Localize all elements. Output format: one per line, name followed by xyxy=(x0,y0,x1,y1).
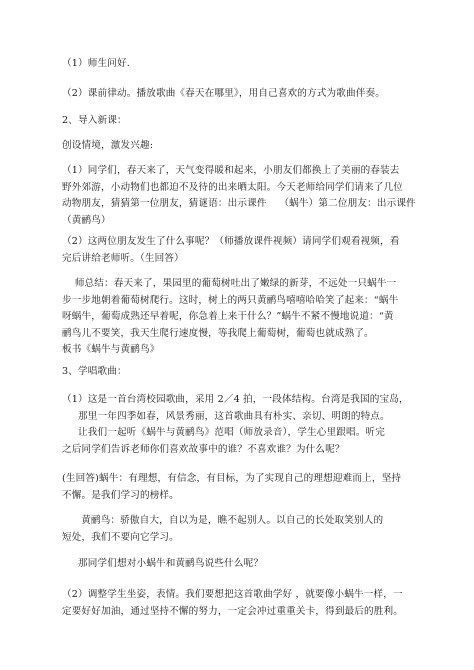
paragraph-warmup: （2）课前律动。播放歌曲《春天在哪里》，用自己喜欢的方式为歌曲伴奏。 xyxy=(62,88,385,99)
paragraph-video: （2）这两位朋友发生了什么事呢？（师播放课件视频）请同学们观看视频，看 完后讲给老师听。（生回答） xyxy=(62,236,400,264)
paragraph-riddle: （1）同学们，春天来了，天气变得暖和起来，小朋友们都换上了美丽的春装去 野外郊游，小动物们也都迫不及待的出来晒太阳。今天老师给同学们请来了几位 动物朋友，猜猜第一位朋友，猜谜语：出示课件 （蜗牛）第二位朋友：出示课件 （黄鹂鸟） xyxy=(62,165,416,226)
paragraph-song-intro: （1）这是一首台湾校园歌曲，采用 2／4 拍，一段体结构。台湾是我国的宝岛， 那里一年四季如春，风景秀丽，这首歌曲具有朴实、亲切、明朗的特点。 让我们一起听《蜗牛与黄鹂鸟》范唱（师放录音），学生心里跟唱。听完 之后同学们告诉老师你们喜欢故事中的谁？不喜欢谁？为什么呢？ xyxy=(62,394,409,455)
paragraph-question: 那同学们想对小蜗牛和黄鹂鸟说些什么呢？ xyxy=(62,558,264,569)
section-heading-intro: 2、导入新课： xyxy=(62,115,127,126)
paragraph-snail: (生回答)蜗牛：有理想，有信念，有目标，为了实现自己的理想迎难而上，坚持 不懈。是我们学习的榜样。 xyxy=(62,473,402,501)
paragraph-summary: 师总结：春天来了，果园里的葡萄树吐出了嫩绿的新芽，不远处一只蜗牛一 步一步地朝着葡萄树爬行。这时，树上的两只黄鹂鸟嘻嘻哈哈笑了起来：“蜗牛 呀蜗牛，葡萄成熟还早着呢，你急着上来干什么？”蜗牛不紧不慢地说道：“黄 鹂鸟儿不要笑，我天生爬行速度慢，等我爬上葡萄树，葡萄也就成熟了。 板书《蜗牛与黄鹂鸟》 xyxy=(62,278,399,355)
paragraph-posture: （2）调整学生坐姿，表情。我们要想把这首歌曲学好 ，就要像小蜗牛一样，一 定要好好加油，通过坚持不懈的努力，一定会冲过重重关卡，得到最后的胜利。 xyxy=(62,589,404,617)
paragraph-oriole: 黄鹂鸟：骄傲自大，自以为是，瞧不起别人。以自己的长处取笑别人的 短处，我们不要向它学习。 xyxy=(62,515,384,543)
paragraph-greeting: （1）师生问好. xyxy=(62,58,130,69)
section-heading-learning: 3、学唱歌曲： xyxy=(62,366,127,377)
paragraph-scenario: 创设情境，激发兴趣: xyxy=(62,140,154,151)
